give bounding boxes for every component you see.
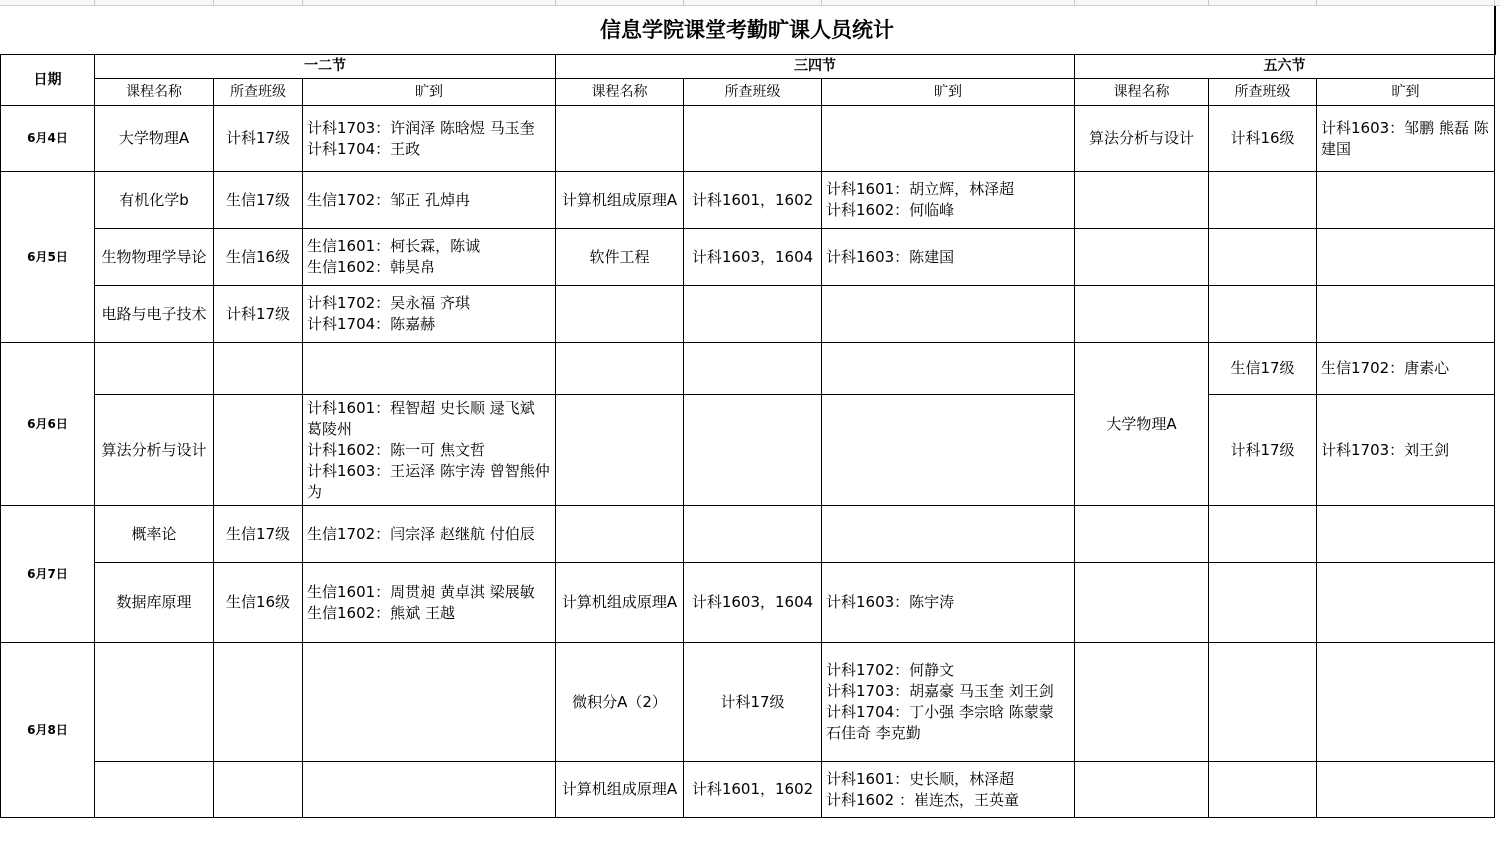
absent-cell[interactable] xyxy=(822,106,1075,172)
class-cell[interactable]: 计科17级 xyxy=(214,286,303,343)
course-cell[interactable]: 计算机组成原理A xyxy=(556,563,684,643)
absent-line: 生信1702：闫宗泽 赵继航 付伯辰 xyxy=(307,524,535,543)
class-cell[interactable]: 生信17级 xyxy=(214,506,303,563)
class-cell[interactable] xyxy=(1209,643,1317,762)
course-cell[interactable]: 大学物理A xyxy=(1075,343,1209,506)
course-cell[interactable] xyxy=(95,343,214,395)
course-cell[interactable] xyxy=(1075,286,1209,343)
course-cell[interactable]: 软件工程 xyxy=(556,229,684,286)
course-cell[interactable]: 有机化学b xyxy=(95,172,214,229)
header-class[interactable]: 所查班级 xyxy=(214,79,303,106)
absent-line: 计科1702：吴永福 齐琪 xyxy=(307,294,470,312)
course-cell[interactable] xyxy=(556,506,684,563)
absent-line: 生信1702：唐素心 xyxy=(1321,359,1450,377)
class-cell[interactable] xyxy=(214,762,303,818)
class-cell[interactable] xyxy=(214,643,303,762)
header-course-name[interactable]: 课程名称 xyxy=(1075,79,1209,106)
table-row xyxy=(1,643,1495,762)
absent-cell[interactable] xyxy=(1317,762,1495,818)
class-cell[interactable] xyxy=(214,395,303,506)
class-cell[interactable] xyxy=(1209,563,1317,643)
course-cell[interactable] xyxy=(95,762,214,818)
absent-line: 计科1603：王运泽 陈宇涛 曾智熊仲为 xyxy=(307,461,550,501)
header-course-name[interactable]: 课程名称 xyxy=(556,79,684,106)
absent-cell[interactable] xyxy=(1317,172,1495,229)
course-cell[interactable] xyxy=(556,343,684,395)
class-cell[interactable]: 生信16级 xyxy=(214,563,303,643)
class-cell[interactable]: 生信16级 xyxy=(214,229,303,286)
date-cell[interactable]: 6月5日 xyxy=(1,172,95,343)
class-cell[interactable]: 计科17级 xyxy=(684,643,822,762)
absent-line: 计科1603：陈宇涛 xyxy=(826,593,955,611)
date-cell[interactable]: 6月4日 xyxy=(1,106,95,172)
absent-line: 生信1702：邹正 孔焯冉 xyxy=(307,190,470,209)
table-row xyxy=(1,762,1495,818)
date-cell[interactable]: 6月7日 xyxy=(1,506,95,643)
absent-cell[interactable] xyxy=(303,229,556,286)
course-cell[interactable]: 微积分A（2） xyxy=(556,643,684,762)
table-row xyxy=(1,286,1495,343)
header-absent[interactable]: 旷到 xyxy=(1317,79,1495,106)
absent-cell[interactable] xyxy=(303,343,556,395)
class-cell[interactable]: 计科1601，1602 xyxy=(684,762,822,818)
absent-cell[interactable] xyxy=(822,643,1075,762)
course-cell[interactable]: 大学物理A xyxy=(95,106,214,172)
absent-cell[interactable] xyxy=(1317,106,1495,172)
class-cell[interactable] xyxy=(214,343,303,395)
absent-line: 计科1703：刘王剑 xyxy=(1321,440,1450,459)
absent-cell[interactable] xyxy=(303,286,556,343)
course-cell[interactable] xyxy=(1075,229,1209,286)
header-absent[interactable]: 旷到 xyxy=(303,79,556,106)
course-cell[interactable]: 计算机组成原理A xyxy=(556,172,684,229)
absent-line: 计科1603：邹鹏 熊磊 陈建国 xyxy=(1321,118,1489,158)
header-class[interactable]: 所查班级 xyxy=(1209,79,1317,106)
class-cell[interactable] xyxy=(684,343,822,395)
absent-line: 计科1704：陈嘉赫 xyxy=(307,315,436,333)
class-cell[interactable] xyxy=(684,286,822,343)
course-cell[interactable]: 概率论 xyxy=(95,506,214,563)
absent-line: 计科1702：何静文 xyxy=(826,661,955,679)
class-cell[interactable] xyxy=(1209,506,1317,563)
course-cell[interactable] xyxy=(556,106,684,172)
absent-cell[interactable] xyxy=(303,395,556,506)
absent-cell[interactable] xyxy=(1317,229,1495,286)
table-row xyxy=(1,229,1495,286)
absent-line: 计科1601：程智超 史长顺 逯飞斌 葛陵州 xyxy=(307,398,535,438)
table-row xyxy=(1,106,1495,172)
table-row xyxy=(1,172,1495,229)
class-cell[interactable]: 生信17级 xyxy=(1209,343,1317,395)
course-cell[interactable] xyxy=(556,286,684,343)
absent-cell[interactable] xyxy=(303,563,556,643)
class-cell[interactable]: 计科1601，1602 xyxy=(684,172,822,229)
absent-line: 生信1602：熊斌 王越 xyxy=(307,603,455,622)
class-cell[interactable]: 生信17级 xyxy=(214,172,303,229)
course-cell[interactable] xyxy=(95,643,214,762)
absent-line: 生信1601：周贯昶 黄卓淇 梁展敏 xyxy=(307,582,535,601)
class-cell[interactable]: 计科16级 xyxy=(1209,106,1317,172)
absent-line: 计科1601：胡立辉，林泽超 xyxy=(826,180,1015,198)
class-cell[interactable]: 计科1603，1604 xyxy=(684,229,822,286)
course-cell[interactable]: 电路与电子技术 xyxy=(95,286,214,343)
header-course-name[interactable]: 课程名称 xyxy=(95,79,214,106)
absent-line: 计科1602 ：崔连杰，王英童 xyxy=(826,790,1019,809)
absent-cell[interactable] xyxy=(822,395,1075,506)
absent-cell[interactable] xyxy=(1317,343,1495,395)
course-cell[interactable] xyxy=(1075,762,1209,818)
class-cell[interactable] xyxy=(684,106,822,172)
absent-cell[interactable] xyxy=(1317,506,1495,563)
absent-line: 计科1602：陈一可 焦文哲 xyxy=(307,440,485,459)
absent-cell[interactable] xyxy=(1317,286,1495,343)
absent-line: 生信1601：柯长霖，陈诚 xyxy=(307,237,481,255)
absent-cell[interactable] xyxy=(1317,563,1495,643)
absent-cell[interactable] xyxy=(303,762,556,818)
absent-cell[interactable] xyxy=(822,286,1075,343)
class-cell[interactable] xyxy=(1209,172,1317,229)
class-cell[interactable] xyxy=(684,395,822,506)
course-cell[interactable]: 算法分析与设计 xyxy=(95,395,214,506)
absent-line: 计科1703：胡嘉豪 马玉奎 刘王剑 xyxy=(826,682,1054,700)
table-row xyxy=(1,506,1495,563)
class-cell[interactable]: 计科17级 xyxy=(214,106,303,172)
table-row xyxy=(1,343,1495,395)
class-cell[interactable] xyxy=(684,506,822,563)
date-cell[interactable]: 6月8日 xyxy=(1,643,95,818)
absent-line: 计科1602：何临峰 xyxy=(826,201,955,219)
class-cell[interactable]: 计科1603，1604 xyxy=(684,563,822,643)
date-cell[interactable]: 6月6日 xyxy=(1,343,95,506)
absent-cell[interactable] xyxy=(822,343,1075,395)
sheet-title[interactable]: 信息学院课堂考勤旷课人员统计 xyxy=(1,6,1495,55)
course-cell[interactable]: 计算机组成原理A xyxy=(556,762,684,818)
absent-cell[interactable] xyxy=(303,172,556,229)
table-row xyxy=(1,395,1495,506)
course-cell[interactable] xyxy=(1075,563,1209,643)
absent-cell[interactable] xyxy=(303,106,556,172)
attendance-table xyxy=(0,6,1496,818)
absent-line: 计科1601：史长顺，林泽超 xyxy=(826,769,1015,788)
absent-line: 计科1703：许润泽 陈晗煜 马玉奎 xyxy=(307,118,535,137)
absent-cell[interactable] xyxy=(822,506,1075,563)
absent-cell[interactable] xyxy=(303,643,556,762)
course-cell[interactable]: 算法分析与设计 xyxy=(1075,106,1209,172)
header-section-5-6[interactable]: 五六节 xyxy=(1075,55,1495,79)
header-absent[interactable]: 旷到 xyxy=(822,79,1075,106)
header-class[interactable]: 所查班级 xyxy=(684,79,822,106)
absent-cell[interactable] xyxy=(822,563,1075,643)
absent-line: 计科1704：王政 xyxy=(307,139,421,158)
course-cell[interactable] xyxy=(556,395,684,506)
course-cell[interactable] xyxy=(1075,643,1209,762)
course-cell[interactable]: 生物物理学导论 xyxy=(95,229,214,286)
course-cell[interactable] xyxy=(1075,172,1209,229)
course-cell[interactable]: 数据库原理 xyxy=(95,563,214,643)
absent-line: 计科1704：丁小强 李宗晗 陈蒙蒙 石佳奇 李克勤 xyxy=(826,703,1054,742)
absent-cell[interactable] xyxy=(1317,643,1495,762)
absent-line: 生信1602：韩昊帛 xyxy=(307,258,436,276)
class-cell[interactable] xyxy=(1209,286,1317,343)
course-cell[interactable] xyxy=(1075,506,1209,563)
absent-cell[interactable] xyxy=(822,172,1075,229)
absent-cell[interactable] xyxy=(303,506,556,563)
absent-line: 计科1603：陈建国 xyxy=(826,247,955,266)
header-section-1-2[interactable]: 一二节 xyxy=(95,55,556,79)
class-cell[interactable] xyxy=(1209,229,1317,286)
class-cell[interactable]: 计科17级 xyxy=(1209,395,1317,506)
absent-cell[interactable] xyxy=(822,762,1075,818)
header-section-3-4[interactable]: 三四节 xyxy=(556,55,1075,79)
header-date[interactable]: 日期 xyxy=(1,55,95,106)
class-cell[interactable] xyxy=(1209,762,1317,818)
absent-cell[interactable] xyxy=(1317,395,1495,506)
table-row xyxy=(1,563,1495,643)
absent-cell[interactable] xyxy=(822,229,1075,286)
